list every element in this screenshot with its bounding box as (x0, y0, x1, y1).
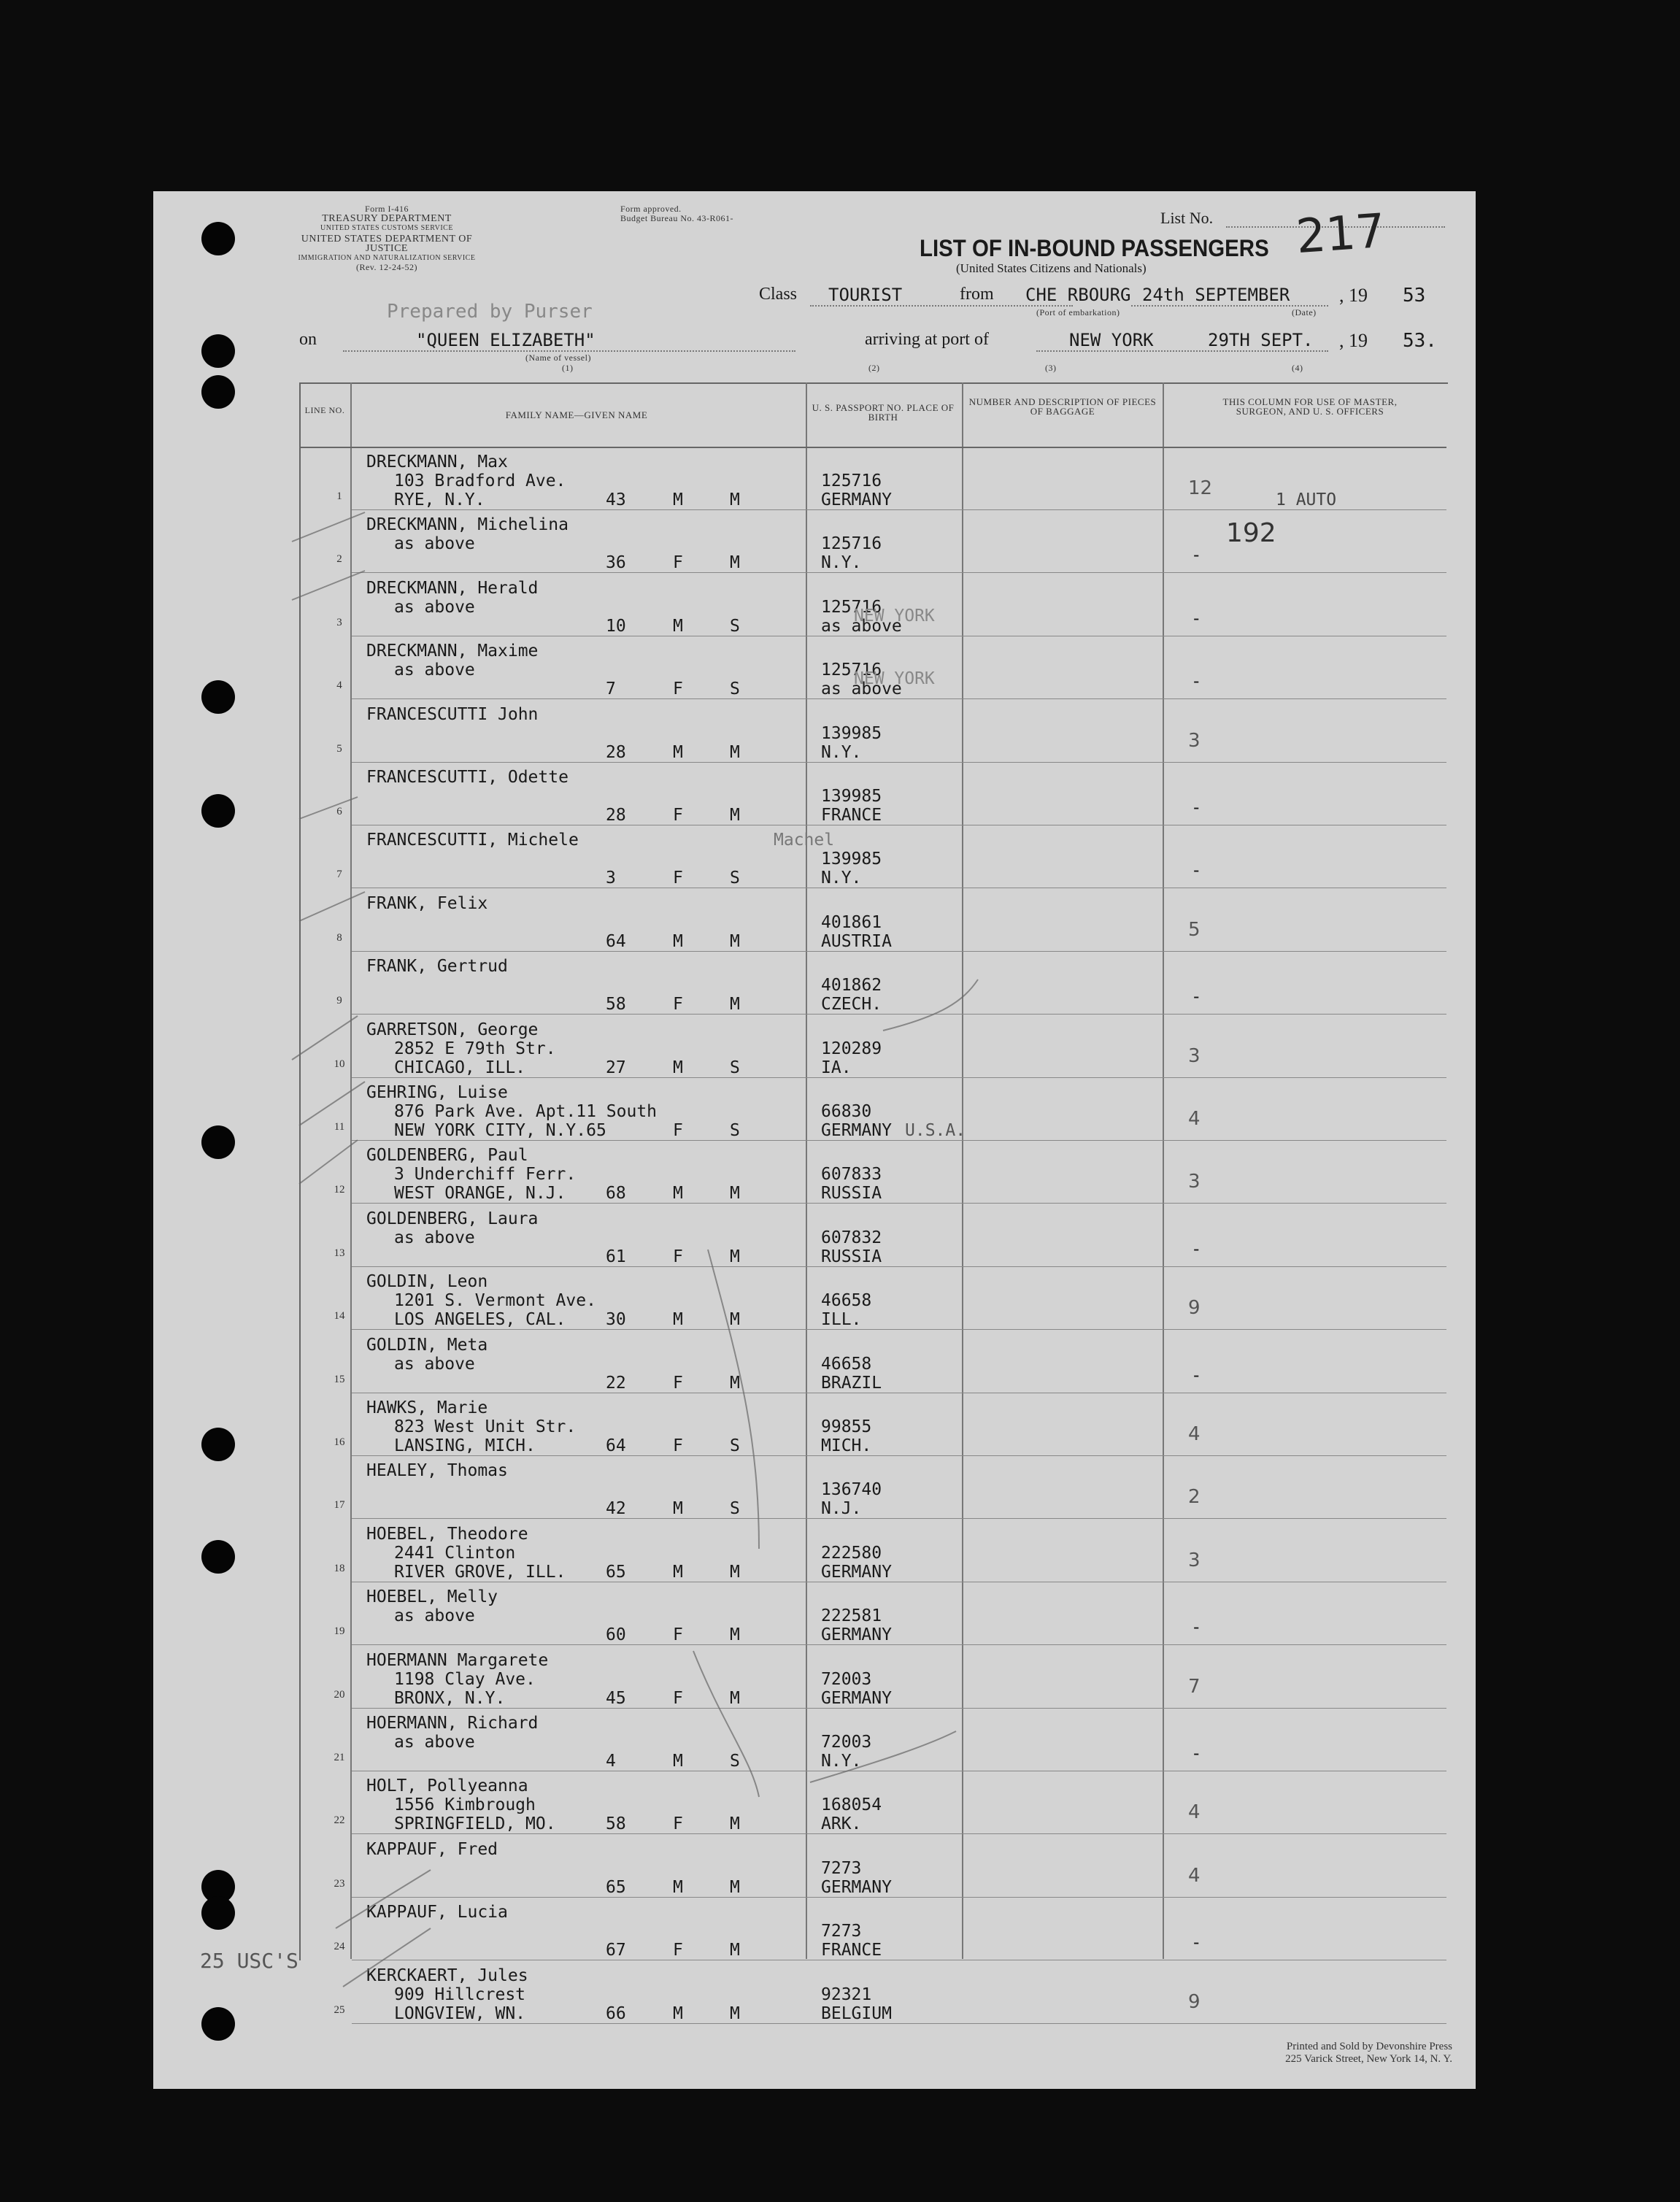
annotation: NEW YORK (854, 606, 935, 625)
passport-number: 401862 (821, 976, 882, 996)
line-number: 8 (336, 931, 342, 944)
col-number-3: (3) (1045, 363, 1057, 373)
marital-status: M (730, 1562, 740, 1582)
line-number: 6 (336, 806, 342, 817)
passenger-sex: F (673, 1373, 683, 1393)
line-number: 20 (334, 1688, 345, 1701)
place-of-birth: MICH. (821, 1436, 872, 1455)
col-header-baggage: NUMBER AND DESCRIPTION OF PIECES OF BAGGAGE (968, 396, 1157, 417)
passenger-address: as above (394, 1733, 475, 1752)
place-of-birth: BRAZIL (821, 1373, 882, 1393)
baggage-count: 4 (1188, 1801, 1201, 1824)
passenger-name: HEALEY, Thomas (366, 1461, 508, 1481)
marital-status: M (730, 1814, 740, 1834)
place-of-birth: AUSTRIA (821, 931, 892, 951)
passenger-address: as above (394, 661, 475, 680)
line-number: 21 (334, 1752, 345, 1763)
passport-number: 99855 (821, 1417, 872, 1436)
passenger-name: HOEBEL, Theodore (366, 1524, 528, 1544)
passenger-age: 64 (606, 1436, 626, 1455)
passenger-sex: M (673, 490, 683, 509)
marital-status: M (730, 931, 740, 951)
passenger-age: 60 (606, 1625, 626, 1645)
passenger-address: 3 Underchiff Ferr. (394, 1165, 577, 1185)
passenger-name: KAPPAUF, Fred (366, 1839, 498, 1859)
place-of-birth: BELGIUM (821, 2003, 892, 2023)
passenger-name: HOERMANN, Richard (366, 1714, 539, 1733)
baggage-count: 9 (1188, 1990, 1201, 2013)
passenger-name: GOLDIN, Meta (366, 1335, 488, 1355)
passenger-name: FRANCESCUTTI, Odette (366, 768, 569, 787)
vessel-caption: (Name of vessel) (525, 353, 591, 363)
passenger-address: 1556 Kimbrough (394, 1795, 536, 1815)
passenger-name: GOLDENBERG, Laura (366, 1209, 539, 1228)
passenger-sex: F (673, 995, 683, 1015)
passenger-name: FRANCESCUTTI, Michele (366, 831, 579, 850)
passenger-city: SPRINGFIELD, MO. (394, 1814, 556, 1834)
marital-status: S (730, 680, 740, 699)
place-of-birth: as above (821, 680, 902, 699)
place-of-birth: GERMANY (821, 490, 892, 509)
passenger-age: 68 (606, 1184, 626, 1204)
col-header-officers: THIS COLUMN FOR USE OF MASTER, SURGEON, AND U. S. OFFICERS (1222, 396, 1398, 417)
line-number: 15 (334, 1373, 345, 1385)
baggage-count: - (1191, 1364, 1202, 1385)
baggage-count: - (1191, 544, 1202, 566)
line-number: 18 (334, 1562, 345, 1574)
passenger-age: 7 (606, 680, 616, 699)
passenger-age: 22 (606, 1373, 626, 1393)
passenger-age: 64 (606, 931, 626, 951)
passenger-sex: M (673, 1562, 683, 1582)
marital-status: M (730, 1310, 740, 1330)
passport-number: 7273 (821, 1858, 862, 1878)
passport-number: 222580 (821, 1543, 882, 1563)
passenger-sex: F (673, 1121, 683, 1140)
passport-number: 125716 (821, 534, 882, 554)
passenger-address: 1198 Clay Ave. (394, 1669, 536, 1689)
marital-status: S (730, 1436, 740, 1455)
baggage-count: - (1191, 1932, 1202, 1953)
passenger-city: RIVER GROVE, ILL. (394, 1562, 566, 1582)
passenger-city: NEW YORK CITY, N.Y.65 (394, 1121, 606, 1140)
passenger-age: 27 (606, 1058, 626, 1077)
passenger-name: HAWKS, Marie (366, 1398, 488, 1417)
marital-status: M (730, 1247, 740, 1266)
baggage-count: 3 (1188, 729, 1201, 752)
marital-status: S (730, 1121, 740, 1140)
port-embarkation-caption: (Port of embarkation) (1036, 307, 1120, 317)
passenger-name: FRANCESCUTTI John (366, 704, 539, 724)
passenger-address: 909 Hillcrest (394, 1985, 526, 2004)
passenger-age: 58 (606, 995, 626, 1015)
passport-number: 46658 (821, 1354, 872, 1374)
passenger-age: 42 (606, 1499, 626, 1519)
prepared-by-stamp: Prepared by Purser (387, 301, 593, 323)
passport-number: 139985 (821, 723, 882, 743)
passenger-list-sheet (153, 191, 1476, 2089)
col-header-name: FAMILY NAME—GIVEN NAME (505, 409, 648, 420)
marital-status: M (730, 553, 740, 573)
passport-number: 139985 (821, 850, 882, 869)
passenger-city: LONGVIEW, WN. (394, 2003, 526, 2023)
place-of-birth: GERMANY (821, 1688, 892, 1708)
passport-number: 222581 (821, 1606, 882, 1626)
baggage-count: 5 (1188, 918, 1201, 941)
marital-status: S (730, 869, 740, 888)
passenger-address: 823 West Unit Str. (394, 1417, 577, 1436)
passenger-name: GEHRING, Luise (366, 1083, 508, 1102)
passenger-sex: F (673, 1247, 683, 1266)
line-number: 1 (336, 490, 342, 502)
passenger-name: GOLDIN, Leon (366, 1272, 488, 1292)
passenger-age: 67 (606, 1941, 626, 1960)
arrival-year-prefix: , 19 (1339, 330, 1368, 351)
passenger-name: FRANK, Gertrud (366, 957, 508, 977)
passenger-sex: F (673, 806, 683, 825)
passenger-age: 65 (606, 1877, 626, 1897)
passenger-sex: M (673, 1877, 683, 1897)
passenger-address: as above (394, 597, 475, 617)
marital-status: M (730, 1184, 740, 1204)
port-of-embarkation: CHE RBOURG (1025, 285, 1131, 305)
baggage-count: 3 (1188, 1044, 1201, 1067)
marital-status: S (730, 1499, 740, 1519)
passenger-name: GOLDENBERG, Paul (366, 1146, 528, 1166)
passenger-age: 66 (606, 2003, 626, 2023)
passenger-name: HOEBEL, Melly (366, 1587, 498, 1607)
passenger-age: 61 (606, 1247, 626, 1266)
passport-number: 136740 (821, 1480, 882, 1500)
passenger-address: as above (394, 1606, 475, 1626)
passport-number: 401861 (821, 912, 882, 932)
marital-status: M (730, 1373, 740, 1393)
passenger-sex: M (673, 931, 683, 951)
marital-status: S (730, 616, 740, 636)
baggage-count: 7 (1188, 1675, 1201, 1698)
passenger-address: as above (394, 1228, 475, 1247)
passport-number: 46658 (821, 1291, 872, 1311)
passport-number: 66830 (821, 1102, 872, 1121)
place-of-birth: N.J. (821, 1499, 862, 1519)
passenger-name: DRECKMANN, Michelina (366, 515, 569, 535)
marital-status: M (730, 1688, 740, 1708)
passenger-address: as above (394, 1354, 475, 1374)
place-of-birth: FRANCE (821, 806, 882, 825)
baggage-count: 3 (1188, 1549, 1201, 1571)
place-of-birth: GERMANY (821, 1877, 892, 1897)
class-label: Class (759, 285, 798, 304)
passenger-address: 1201 S. Vermont Ave. (394, 1291, 596, 1311)
marital-status: M (730, 995, 740, 1015)
annotation: U.S.A. (905, 1121, 966, 1140)
departure-year: 53 (1403, 285, 1426, 307)
marital-status: M (730, 1877, 740, 1897)
line-number: 13 (334, 1247, 345, 1259)
marital-status: M (730, 1625, 740, 1645)
line-number: 17 (334, 1499, 345, 1512)
form-title: LIST OF IN-BOUND PASSENGERS (920, 235, 1269, 261)
passenger-sex: M (673, 1310, 683, 1330)
line-number: 14 (334, 1310, 345, 1323)
col-number-4: (4) (1292, 363, 1303, 373)
class-value: TOURIST (828, 285, 903, 305)
passenger-sex: M (673, 1058, 683, 1077)
passenger-age: 4 (606, 1752, 616, 1771)
baggage-count: - (1191, 986, 1202, 1007)
line-number: 23 (334, 1877, 345, 1890)
baggage-count: - (1191, 1617, 1202, 1638)
passenger-name: GARRETSON, George (366, 1020, 539, 1039)
passenger-sex: F (673, 1436, 683, 1455)
passport-number: 168054 (821, 1795, 882, 1815)
passport-number: 125716 (821, 471, 882, 490)
passport-number: 72003 (821, 1733, 872, 1752)
col-header-line-no: LINE NO. (304, 405, 345, 415)
passenger-name: FRANK, Felix (366, 893, 488, 913)
baggage-count: 4 (1188, 1864, 1201, 1887)
passenger-sex: F (673, 1941, 683, 1960)
passport-number: 120289 (821, 1039, 882, 1058)
place-of-birth: GERMANY (821, 1625, 892, 1645)
passport-number: 607833 (821, 1165, 882, 1185)
date-caption: (Date) (1292, 307, 1317, 317)
form-identification-block: Form I-416 TREASURY DEPARTMENT UNITED STATES CUSTOMS SERVICE UNITED STATES DEPARTMENT OF JUSTICE IMMIGRATION AND NATURALIZATION SERVICE (Rev. 12-24-52) (298, 204, 476, 272)
baggage-count: 9 (1188, 1297, 1201, 1320)
line-number: 2 (336, 553, 342, 566)
line-number: 10 (334, 1058, 345, 1070)
passenger-city: LOS ANGELES, CAL. (394, 1310, 566, 1330)
passport-number: 607832 (821, 1228, 882, 1247)
passenger-sex: F (673, 869, 683, 888)
form-subtitle: (United States Citizens and Nationals) (956, 261, 1147, 275)
annotation: NEW YORK (854, 669, 935, 689)
col-number-2: (2) (868, 363, 880, 373)
passenger-age: 45 (606, 1688, 626, 1708)
passenger-age: 36 (606, 553, 626, 573)
on-label: on (299, 330, 317, 349)
passenger-sex: M (673, 1499, 683, 1519)
handwritten-check-marks (153, 191, 1476, 2089)
passenger-age: 28 (606, 742, 626, 762)
baggage-count: 4 (1188, 1423, 1201, 1445)
baggage-count: - (1191, 671, 1202, 692)
passenger-sex: M (673, 1752, 683, 1771)
passenger-city: BRONX, N.Y. (394, 1688, 506, 1708)
line-number: 24 (334, 1941, 345, 1953)
place-of-birth: IA. (821, 1058, 852, 1077)
baggage-count: - (1191, 797, 1202, 817)
place-of-birth: as above (821, 616, 902, 636)
arrival-date: 29TH SEPT. (1208, 330, 1314, 350)
line-number: 19 (334, 1625, 345, 1638)
arrival-year: 53. (1403, 330, 1437, 352)
line-number: 11 (334, 1121, 345, 1133)
passport-number: 92321 (821, 1985, 872, 2004)
passenger-sex: M (673, 616, 683, 636)
line-number: 22 (334, 1814, 345, 1827)
annotation: Machel (774, 831, 835, 850)
marital-status: M (730, 806, 740, 825)
passenger-name: KAPPAUF, Lucia (366, 1903, 508, 1922)
place-of-birth: ARK. (821, 1814, 862, 1834)
passenger-city: CHICAGO, ILL. (394, 1058, 526, 1077)
marital-status: M (730, 1941, 740, 1960)
place-of-birth: N.Y. (821, 869, 862, 888)
line-number: 16 (334, 1436, 345, 1448)
passenger-age: 3 (606, 869, 616, 888)
baggage-count: - (1191, 607, 1202, 628)
printer-address: 225 Varick Street, New York 14, N. Y. (1285, 2053, 1452, 2065)
marital-status: S (730, 1752, 740, 1771)
line-number: 5 (336, 742, 342, 755)
passport-number: 139985 (821, 787, 882, 806)
passport-number: 125716 (821, 597, 882, 617)
passenger-age: 65 (606, 1562, 626, 1582)
passenger-address: 2441 Clinton (394, 1543, 516, 1563)
passenger-address: as above (394, 534, 475, 554)
passenger-city: LANSING, MICH. (394, 1436, 536, 1455)
line-number: 9 (336, 995, 342, 1007)
passenger-sex: F (673, 1688, 683, 1708)
place-of-birth: ILL. (821, 1310, 862, 1330)
place-of-birth: RUSSIA (821, 1247, 882, 1266)
vessel-name: "QUEEN ELIZABETH" (416, 330, 596, 350)
marital-status: S (730, 1058, 740, 1077)
passport-number: 7273 (821, 1922, 862, 1941)
passenger-age: 30 (606, 1310, 626, 1330)
col-header-passport: U. S. PASSPORT NO. PLACE OF BIRTH (812, 402, 955, 423)
baggage-count: 2 (1188, 1486, 1201, 1509)
passenger-age: 10 (606, 616, 626, 636)
place-of-birth: FRANCE (821, 1941, 882, 1960)
baggage-count: 12 (1188, 477, 1213, 499)
annotation: 192 (1226, 518, 1276, 549)
passenger-name: HOERMANN Margarete (366, 1650, 549, 1670)
vessel-col-number: (1) (562, 363, 574, 373)
passenger-sex: F (673, 1625, 683, 1645)
place-of-birth: N.Y. (821, 742, 862, 762)
baggage-count: 4 (1188, 1108, 1201, 1130)
passenger-city: RYE, N.Y. (394, 490, 485, 509)
place-of-birth: GERMANY (821, 1121, 892, 1140)
printer-name: Printed and Sold by Devonshire Press (1286, 2041, 1452, 2052)
passenger-name: HOLT, Pollyeanna (366, 1776, 528, 1796)
baggage-count: - (1191, 1238, 1202, 1259)
annotation: 1 AUTO (1276, 490, 1337, 509)
place-of-birth: N.Y. (821, 553, 862, 573)
passenger-sex: F (673, 553, 683, 573)
budget-approval: Form approved. Budget Bureau No. 43-R061- (620, 204, 733, 223)
marital-status: M (730, 490, 740, 509)
arrival-port: NEW YORK (1069, 330, 1154, 350)
baggage-count: - (1191, 860, 1202, 881)
line-number: 25 (334, 2003, 345, 2016)
departure-date: 24th SEPTEMBER (1142, 285, 1290, 305)
passenger-sex: F (673, 680, 683, 699)
passenger-sex: M (673, 2003, 683, 2023)
from-label: from (960, 285, 994, 304)
line-number: 12 (334, 1184, 345, 1196)
passenger-sex: M (673, 742, 683, 762)
baggage-count: 3 (1188, 1171, 1201, 1193)
passenger-name: DRECKMANN, Maxime (366, 642, 539, 661)
passenger-address: 2852 E 79th Str. (394, 1039, 556, 1058)
line-number: 4 (336, 680, 342, 692)
baggage-count: - (1191, 1743, 1202, 1763)
place-of-birth: GERMANY (821, 1562, 892, 1582)
passport-number: 125716 (821, 661, 882, 680)
passenger-city: WEST ORANGE, N.J. (394, 1184, 566, 1204)
arriving-label: arriving at port of (865, 330, 989, 349)
place-of-birth: CZECH. (821, 995, 882, 1015)
passenger-age: 43 (606, 490, 626, 509)
marital-status: M (730, 742, 740, 762)
marital-status: M (730, 2003, 740, 2023)
list-no-value: 217 (1294, 204, 1387, 265)
line-number: 3 (336, 616, 342, 628)
passenger-age: 28 (606, 806, 626, 825)
departure-year-prefix: , 19 (1339, 285, 1368, 306)
passenger-name: DRECKMANN, Herald (366, 578, 539, 598)
passenger-address: 103 Bradford Ave. (394, 471, 566, 490)
passenger-sex: F (673, 1814, 683, 1834)
place-of-birth: RUSSIA (821, 1184, 882, 1204)
passenger-name: DRECKMANN, Max (366, 453, 508, 471)
passenger-name: KERCKAERT, Jules (366, 1966, 528, 1985)
passenger-address: 876 Park Ave. Apt.11 South (394, 1102, 658, 1121)
passport-number: 72003 (821, 1669, 872, 1689)
statute-margin-note: 25 USC'S (200, 1949, 298, 1973)
list-no-label: List No. (1160, 209, 1214, 227)
place-of-birth: N.Y. (821, 1752, 862, 1771)
passenger-sex: M (673, 1184, 683, 1204)
passenger-age: 58 (606, 1814, 626, 1834)
line-number: 7 (336, 869, 342, 881)
